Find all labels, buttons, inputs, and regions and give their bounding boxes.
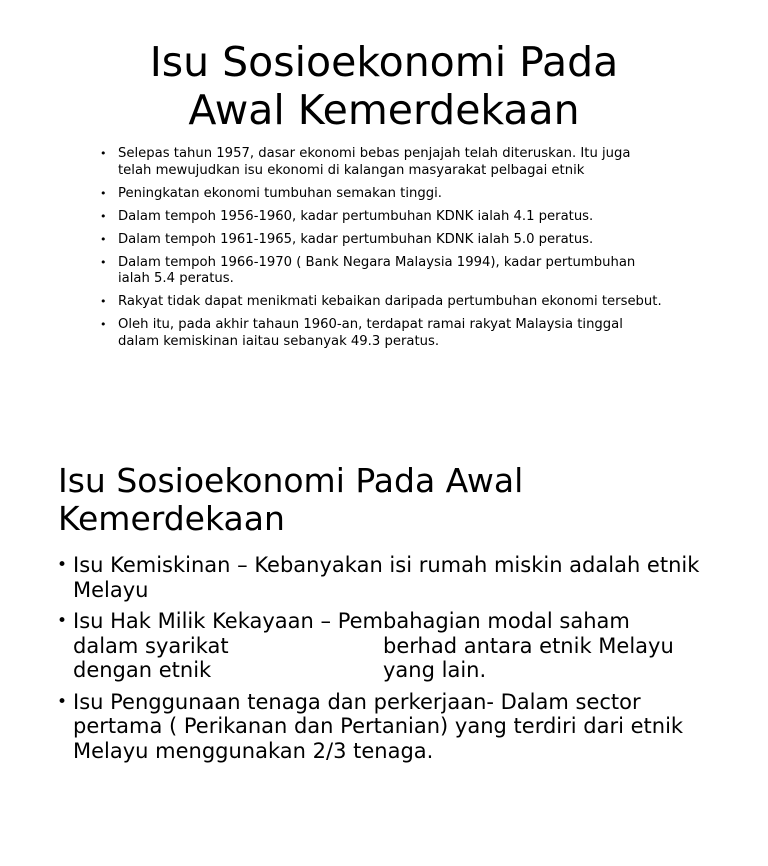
slide-1-title-line-2: Awal Kemerdekaan xyxy=(188,86,580,134)
bullet-icon: • xyxy=(57,611,68,631)
slide-2-title xyxy=(58,462,708,538)
slide-2-bullet-item xyxy=(56,609,706,683)
bullet-text-left: dengan etnik xyxy=(73,658,212,682)
slide-1-title-line-1: Isu Sosioekonomi Pada xyxy=(149,38,619,86)
bullet-text-line xyxy=(73,634,706,659)
bullet-text: Isu Kemiskinan – Kebanyakan isi rumah miskin adalah etnik Melayu xyxy=(73,553,700,602)
slide-1-bullet-item xyxy=(98,209,668,226)
bullet-icon: • xyxy=(100,295,107,308)
bullet-icon: • xyxy=(100,232,107,246)
bullet-text: Rakyat tidak dapat menikmati kebaikan daripada pertumbuhan ekonomi tersebut. xyxy=(118,294,662,309)
slide-1-title xyxy=(0,38,768,134)
slide-2-title-line-2: Kemerdekaan xyxy=(58,499,285,538)
bullet-text: Oleh itu, pada akhir tahaun 1960-an, terdapat ramai rakyat Malaysia tinggal dalam kemiskinan iaitau sebanyak 49.3 peratus. xyxy=(118,317,623,349)
bullet-icon: • xyxy=(100,186,107,200)
bullet-text: Isu Penggunaan tenaga dan perkerjaan- Dalam sector pertama ( Perikanan dan Pertanian) yang terdiri dari etnik Melayu menggunakan 2/3 tenaga. xyxy=(73,689,684,763)
slide-1-bullet-item xyxy=(98,232,668,249)
slide-1-bullet-item xyxy=(98,186,668,203)
bullet-text: Selepas tahun 1957, dasar ekonomi bebas penjajah telah diteruskan. Itu juga telah mewujudkan isu ekonomi di kalangan masyarakat pelbagai etnik xyxy=(118,146,631,178)
slide-1-bullet-item xyxy=(98,146,668,179)
slide-1-bullet-item xyxy=(98,255,668,288)
bullet-icon: • xyxy=(57,555,68,575)
bullet-text-left: dalam syarikat xyxy=(73,633,229,658)
slide-1-bullet-list xyxy=(98,146,668,357)
bullet-text-line xyxy=(73,658,706,683)
slide-2 xyxy=(0,440,768,866)
slide-2-bullet-item xyxy=(56,690,706,764)
bullet-icon: • xyxy=(100,255,107,269)
bullet-text-line xyxy=(73,609,706,634)
bullet-text: Dalam tempoh 1956-1960, kadar pertumbuhan KDNK ialah 4.1 peratus. xyxy=(118,208,594,224)
bullet-icon: • xyxy=(57,691,68,712)
slide-1-bullet-item xyxy=(98,294,668,311)
bullet-icon: • xyxy=(100,147,107,160)
bullet-text: Dalam tempoh 1961-1965, kadar pertumbuhan KDNK ialah 5.0 peratus. xyxy=(118,231,594,247)
slide-1 xyxy=(0,0,768,420)
bullet-text-right: yang lain. xyxy=(383,658,487,682)
bullet-text: Isu Hak Milik Kekayaan – Pembahagian modal saham xyxy=(73,609,630,633)
bullet-text-right: berhad antara etnik Melayu xyxy=(383,633,674,658)
bullet-text: Peningkatan ekonomi tumbuhan semakan tinggi. xyxy=(118,185,442,201)
bullet-icon: • xyxy=(100,209,107,223)
slide-2-bullet-item xyxy=(56,553,706,602)
bullet-text: Dalam tempoh 1966-1970 ( Bank Negara Malaysia 1994), kadar pertumbuhan ialah 5.4 peratus. xyxy=(118,254,636,286)
bullet-icon: • xyxy=(100,318,107,331)
slide-2-bullet-list xyxy=(56,553,706,770)
slide-1-bullet-item xyxy=(98,317,668,350)
slide-2-title-line-1: Isu Sosioekonomi Pada Awal xyxy=(58,461,524,500)
